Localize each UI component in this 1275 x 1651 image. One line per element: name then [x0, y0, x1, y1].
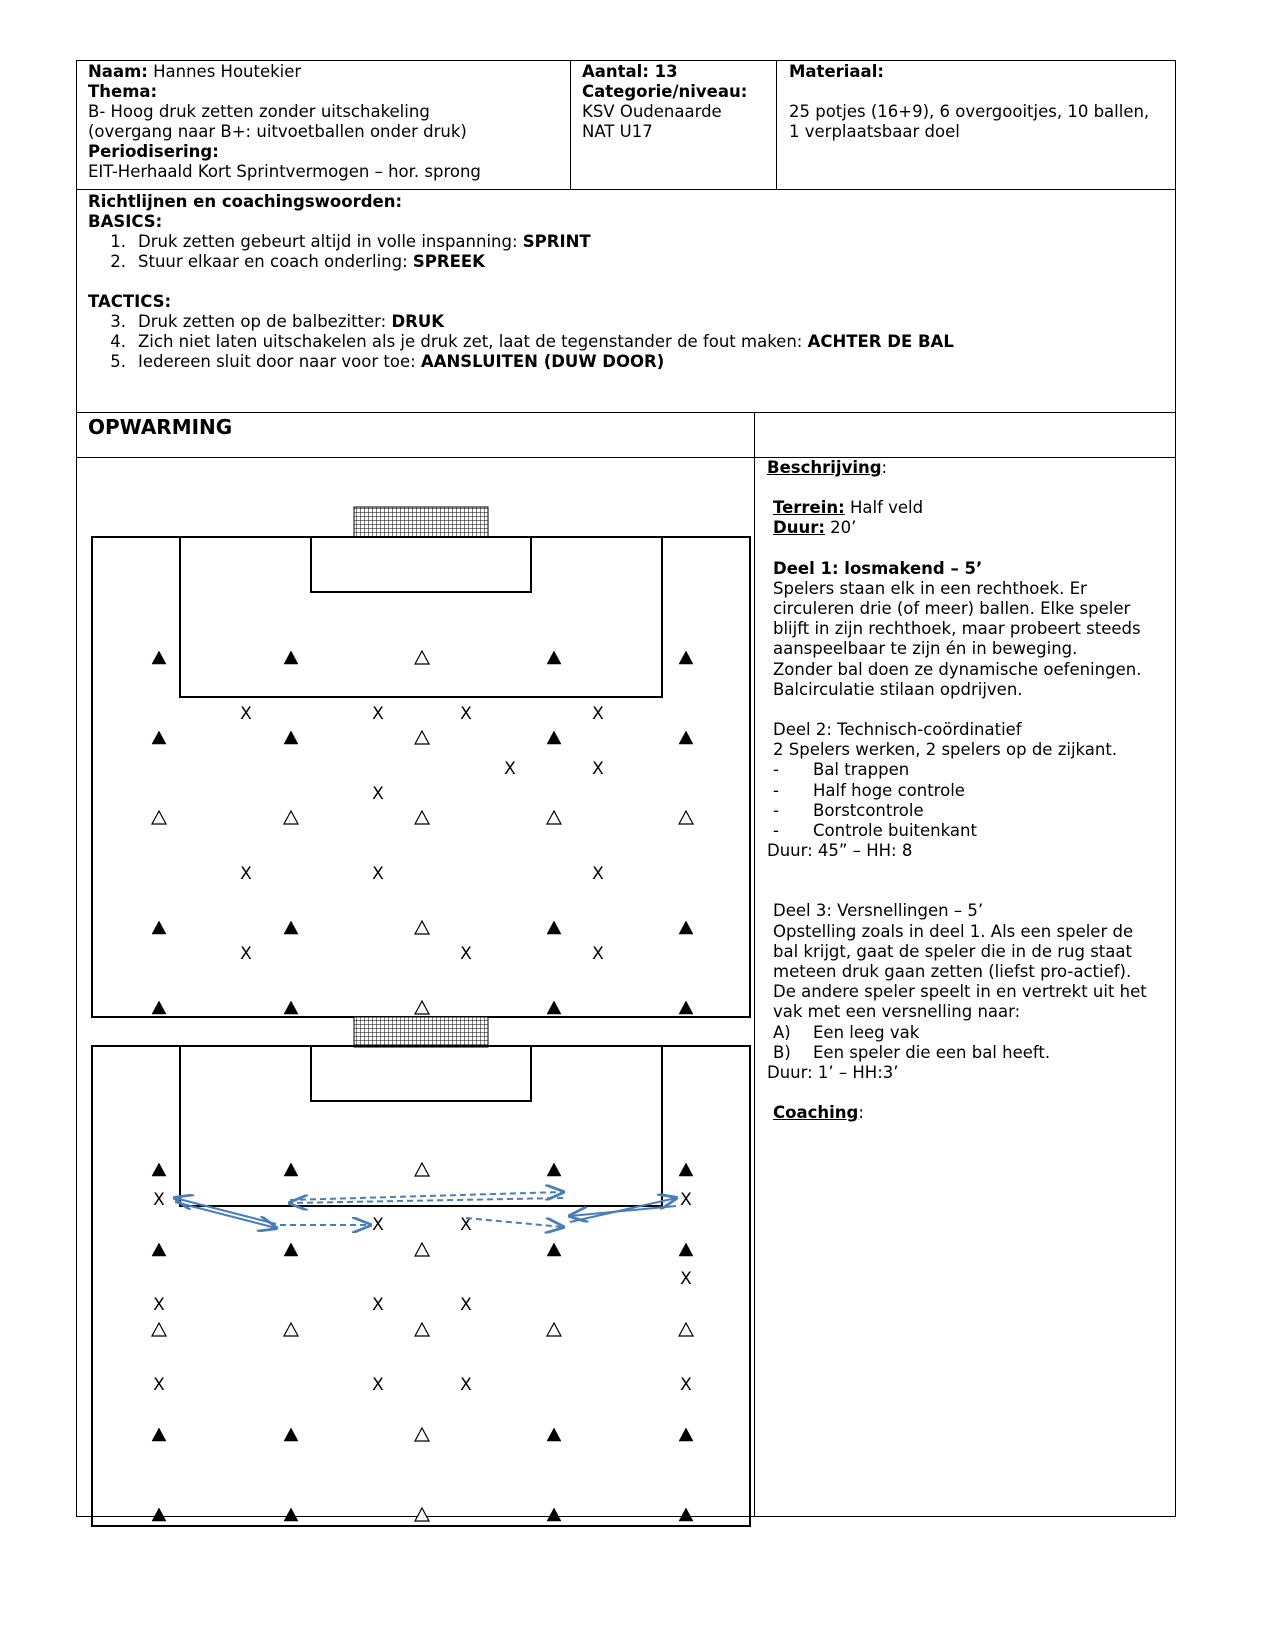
player-marker: X — [153, 1375, 165, 1395]
hollow-cone-icon — [152, 811, 166, 824]
hollow-cone-icon — [415, 1001, 429, 1014]
deel2-duur: Duur: 45” – HH: 8 — [767, 841, 913, 861]
cone-icon — [152, 1428, 166, 1441]
bullet: - — [773, 821, 779, 841]
cone-icon — [679, 921, 693, 934]
player-marker: X — [372, 1215, 384, 1235]
deel3-line-2: bal krijgt, gaat de speler die in de rug staat — [773, 941, 1132, 961]
naam-value: Hannes Houtekier — [153, 62, 302, 81]
player-marker: X — [240, 864, 252, 884]
deel3-option-a — [773, 1023, 1167, 1043]
item-text: Borstcontrole — [813, 800, 924, 820]
deel3-line-5: vak met een versnelling naar: — [773, 1002, 1021, 1022]
basics-label: BASICS: — [88, 212, 163, 231]
hollow-cone-icon — [152, 1323, 166, 1336]
cone-icon — [547, 1428, 561, 1441]
coaching-label: Coaching — [773, 1103, 859, 1123]
deel1-line-2: circuleren drie (of meer) ballen. Elke speler — [773, 599, 1131, 619]
player-marker: X — [592, 704, 604, 724]
cone-icon — [152, 1001, 166, 1014]
item-text: Bal trappen — [813, 760, 910, 780]
hollow-cone-icon — [415, 1323, 429, 1336]
hollow-cone-icon — [284, 811, 298, 824]
cone-icon — [679, 1001, 693, 1014]
deel3-title: Deel 3: Versnellingen – 5’ — [773, 901, 984, 921]
hollow-cone-icon — [415, 1163, 429, 1176]
deel1-line-1: Spelers staan elk in een rechthoek. Er — [773, 578, 1087, 598]
field-outline — [92, 1046, 750, 1526]
list-text: Zich niet laten uitschakelen als je druk zet, laat de tegenstander de fout maken: — [138, 332, 808, 351]
cone-icon — [679, 1508, 693, 1521]
player-marker: X — [372, 1375, 384, 1395]
goal-net — [354, 507, 488, 537]
list-number: 4. — [110, 332, 126, 351]
materiaal-line-2: 1 verplaatsbaar doel — [789, 122, 960, 141]
cone-icon — [284, 921, 298, 934]
list-text: Druk zetten op de balbezitter: — [138, 312, 392, 331]
deel3-line-4: De andere speler speelt in en vertrekt uit het — [773, 982, 1147, 1002]
hollow-cone-icon — [415, 731, 429, 744]
keyword: SPRINT — [522, 232, 591, 251]
categorie-line-2: NAT U17 — [582, 122, 653, 141]
hollow-cone-icon — [415, 1243, 429, 1256]
colon: : — [881, 458, 888, 477]
cone-icon — [547, 1508, 561, 1521]
list-text: Druk zetten gebeurt altijd in volle inspanning: — [138, 232, 523, 251]
periodisering-value: EIT-Herhaald Kort Sprintvermogen – hor. sprong — [88, 162, 481, 181]
terrein-line — [773, 498, 1167, 518]
terrein-label: Terrein: — [773, 498, 845, 518]
item-text: Controle buitenkant — [813, 821, 977, 841]
player-marker: X — [372, 704, 384, 724]
option-label: B) — [773, 1042, 791, 1062]
player-marker: X — [240, 704, 252, 724]
cone-icon — [679, 1428, 693, 1441]
cone-icon — [547, 651, 561, 664]
deel3-line-1: Opstelling zoals in deel 1. Als een speler de — [773, 921, 1134, 941]
player-marker: X — [592, 864, 604, 884]
option-label: A) — [773, 1022, 791, 1042]
penalty-area — [180, 1046, 662, 1206]
cone-icon — [152, 731, 166, 744]
cone-icon — [679, 1163, 693, 1176]
deel1-line-5: Zonder bal doen ze dynamische oefeningen. — [773, 659, 1142, 679]
hollow-cone-icon — [547, 1323, 561, 1336]
cone-icon — [679, 651, 693, 664]
list-number: 1. — [110, 232, 126, 251]
cone-icon — [547, 1001, 561, 1014]
pass-arrow — [175, 1198, 276, 1224]
deel1-line-3: blijft in zijn rechthoek, maar probeert steeds — [773, 619, 1141, 639]
goal-area — [311, 1046, 531, 1101]
deel2-item — [773, 801, 1167, 821]
cone-icon — [152, 1163, 166, 1176]
deel2-item — [773, 821, 1167, 841]
keyword: AANSLUITEN (DUW DOOR) — [420, 352, 665, 371]
hollow-cone-icon — [415, 921, 429, 934]
duur-line — [773, 518, 1167, 538]
player-marker: X — [592, 759, 604, 779]
hollow-cone-icon — [415, 1508, 429, 1521]
tactics-label: TACTICS: — [88, 292, 172, 311]
bullet: - — [773, 760, 779, 780]
keyword: ACHTER DE BAL — [807, 332, 954, 351]
hollow-cone-icon — [547, 811, 561, 824]
run-arrow — [466, 1218, 563, 1227]
bullet: - — [773, 780, 779, 800]
guidelines-title: Richtlijnen en coachingswoorden: — [88, 192, 403, 211]
cone-icon — [679, 1243, 693, 1256]
deel1-line-4: aanspeelbaar te zijn én in beweging. — [773, 639, 1078, 659]
hollow-cone-icon — [415, 811, 429, 824]
player-marker: X — [460, 944, 472, 964]
pass-arrows — [175, 1192, 676, 1228]
player-marker: X — [460, 1215, 472, 1235]
cone-icon — [152, 1243, 166, 1256]
cone-icon — [284, 651, 298, 664]
periodisering-label: Periodisering: — [88, 142, 219, 161]
bullet: - — [773, 800, 779, 820]
cone-icon — [152, 921, 166, 934]
thema-label: Thema: — [88, 82, 158, 101]
beschrijving-line — [767, 458, 1167, 478]
hollow-cone-icon — [679, 1323, 693, 1336]
naam-label: Naam: — [88, 62, 148, 81]
deel2-item — [773, 760, 1167, 780]
option-text: Een leeg vak — [813, 1022, 920, 1042]
pass-arrow — [570, 1206, 676, 1216]
player-marker: X — [153, 1295, 165, 1315]
cone-icon — [284, 1508, 298, 1521]
colon: : — [858, 1103, 864, 1123]
player-marker: X — [372, 864, 384, 884]
categorie-label: Categorie/niveau: — [582, 82, 748, 101]
thema-line-1: B- Hoog druk zetten zonder uitschakeling — [88, 102, 430, 121]
player-marker: X — [460, 704, 472, 724]
hollow-cone-icon — [679, 811, 693, 824]
list-text: Iedereen sluit door naar voor toe: — [138, 352, 421, 371]
list-number: 3. — [110, 312, 126, 331]
player-marker: X — [372, 784, 384, 804]
list-number: 2. — [110, 252, 126, 271]
header-divider-2 — [776, 60, 777, 190]
duur-value: 20’ — [824, 518, 857, 538]
cone-icon — [284, 1428, 298, 1441]
hollow-cone-icon — [415, 651, 429, 664]
deel3-duur: Duur: 1’ – HH:3’ — [767, 1063, 899, 1083]
penalty-area — [180, 537, 662, 697]
list-number: 5. — [110, 352, 126, 371]
deel3-line-3: meteen druk gaan zetten (liefst pro-actief). — [773, 962, 1132, 982]
list-text: Stuur elkaar en coach onderling: — [138, 252, 413, 271]
cone-icon — [152, 1508, 166, 1521]
terrein-value: Half veld — [844, 498, 924, 518]
field-outline — [92, 537, 750, 1017]
goal-area — [311, 537, 531, 592]
beschrijving-label: Beschrijving — [767, 458, 882, 477]
duur-label: Duur: — [773, 518, 825, 538]
cone-icon — [679, 731, 693, 744]
cone-icon — [547, 731, 561, 744]
player-marker: X — [592, 944, 604, 964]
option-text: Een speler die een bal heeft. — [813, 1042, 1051, 1062]
coaching-line — [773, 1103, 1167, 1123]
keyword: SPREEK — [412, 252, 485, 271]
cone-icon — [547, 1163, 561, 1176]
hollow-cone-icon — [415, 1428, 429, 1441]
cone-icon — [547, 1243, 561, 1256]
player-marker: X — [240, 944, 252, 964]
deel1-title: Deel 1: losmakend – 5’ — [773, 558, 983, 578]
keyword: DRUK — [391, 312, 445, 331]
hollow-cone-icon — [284, 1323, 298, 1336]
player-marker: X — [680, 1375, 692, 1395]
goal-net — [354, 1017, 488, 1047]
deel3-option-b — [773, 1043, 1167, 1063]
cone-icon — [284, 731, 298, 744]
description-column — [767, 458, 1167, 1123]
cone-icon — [284, 1163, 298, 1176]
cone-icon — [284, 1243, 298, 1256]
materiaal-label: Materiaal: — [789, 62, 884, 81]
cone-icon — [547, 921, 561, 934]
player-marker: X — [680, 1190, 692, 1210]
deel2-intro: 2 Spelers werken, 2 spelers op de zijkant. — [773, 740, 1118, 760]
deel2-title: Deel 2: Technisch-coördinatief — [773, 720, 1022, 740]
cone-icon — [284, 1001, 298, 1014]
player-marker: X — [372, 1295, 384, 1315]
materiaal-line-1: 25 potjes (16+9), 6 overgooitjes, 10 ballen, — [789, 102, 1150, 121]
player-marker: X — [680, 1269, 692, 1289]
player-marker: X — [153, 1190, 165, 1210]
deel1-line-6: Balcirculatie stilaan opdrijven. — [773, 679, 1023, 699]
deel2-item — [773, 781, 1167, 801]
item-text: Half hoge controle — [813, 780, 965, 800]
categorie-line-1: KSV Oudenaarde — [582, 102, 722, 121]
player-marker: X — [460, 1295, 472, 1315]
aantal: Aantal: 13 — [582, 62, 678, 81]
section-title: OPWARMING — [88, 415, 233, 439]
thema-line-2: (overgang naar B+: uitvoetballen onder druk) — [88, 122, 467, 141]
cone-icon — [152, 651, 166, 664]
player-marker: X — [504, 759, 516, 779]
player-marker: X — [460, 1375, 472, 1395]
